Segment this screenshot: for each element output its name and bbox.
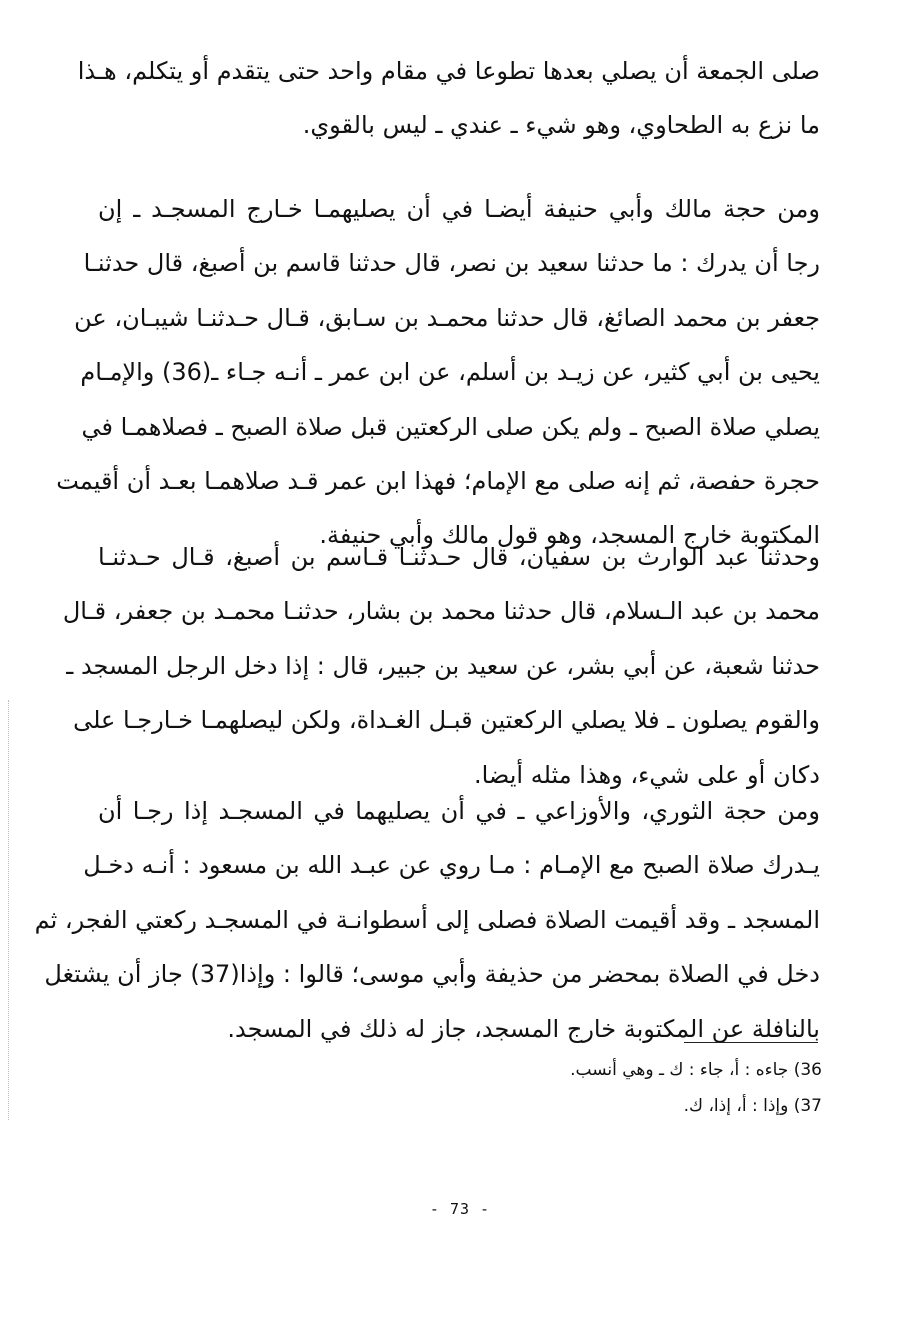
paragraph-3 [62,530,820,802]
footnotes [300,1052,822,1124]
page-number: - 73 - [429,1200,491,1218]
paragraph-1 [77,44,820,153]
text-line: حجرة حفصة، ثم إنه صلى مع الإمام؛ فهذا ابن عمر قـد صلاهمـا بعـد أن أقيمت [56,466,820,495]
text-line: المكتوبة خارج المسجد، وهو قول مالك وأبي حنيفة. [319,521,820,550]
footnote-37: 37) وإذا : أ، إذا، ك. [683,1096,822,1116]
paragraph-4 [34,784,820,1056]
text-line: والقوم يصلون ـ فلا يصلي الركعتين قبـل الغـداة، ولكن ليصلهمـا خـارجـا على [73,706,820,735]
text-line: رجا أن يدرك : ما حدثنا سعيد بن نصر، قال حدثنا قاسم بن أصبغ، قال حدثنـا [83,249,820,278]
text-line: ما نزع به الطحاوي، وهو شيء ـ عندي ـ ليس بالقوي. [302,111,820,140]
scan-edge-mark [8,700,10,1120]
paragraph-2 [56,182,820,563]
footnote-separator [684,1042,818,1043]
footnote-36: 36) جاءه : أ، جاء : ك ـ وهي أنسب. [570,1060,822,1080]
text-line: وحدثنا عبد الوارث بن سفيان، قال حـدثنـا قـاسم بن أصبغ، قـال حـدثنـا [98,543,820,571]
text-line: محمد بن عبد الـسلام، قال حدثنا محمد بن بشار، حدثنـا محمـد بن جعفر، قـال [62,597,820,626]
text-line: المسجد ـ وقد أقيمت الصلاة فصلى إلى أسطوانـة في المسجـد ركعتي الفجر، ثم [34,905,820,934]
text-line: دكان أو على شيء، وهذا مثله أيضا. [473,760,820,789]
text-line: يـدرك صلاة الصبح مع الإمـام : مـا روي عن عبـد الله بن مسعود : أنـه دخـل [83,851,820,880]
text-line: يصلي صلاة الصبح ـ ولم يكن صلى الركعتين قبل صلاة الصبح ـ فصلاهمـا في [81,412,820,441]
text-line: صلى الجمعة أن يصلي بعدها تطوعا في مقام واحد حتى يتقدم أو يتكلم، هـذا [77,57,820,85]
text-line: ومن حجة مالك وأبي حنيفة أيضـا في أن يصليهمـا خـارج المسجـد ـ إن [98,195,820,223]
text-line: يحيى بن أبي كثير، عن زيـد بن أسلم، عن ابن عمر ـ أنـه جـاء ـ(36) والإمـام [80,358,820,387]
text-line: حدثنا شعبة، عن أبي بشر، عن سعيد بن جبير، قال : إذا دخل الرجل المسجد ـ [66,651,820,680]
text-line: دخل في الصلاة بمحضر من حذيفة وأبي موسى؛ قالوا : وإذا(37) جاز أن يشتغل [44,960,820,989]
text-line: جعفر بن محمد الصائغ، قال حدثنا محمـد بن سـابق، قـال حـدثنـا شيبـان، عن [74,303,820,332]
text-line: بالنافلة عن المكتوبة خارج المسجد، جاز له ذلك في المسجد. [227,1014,820,1043]
text-line: ومن حجة الثوري، والأوزاعي ـ في أن يصليهما في المسجـد إذا رجـا أن [98,797,820,825]
